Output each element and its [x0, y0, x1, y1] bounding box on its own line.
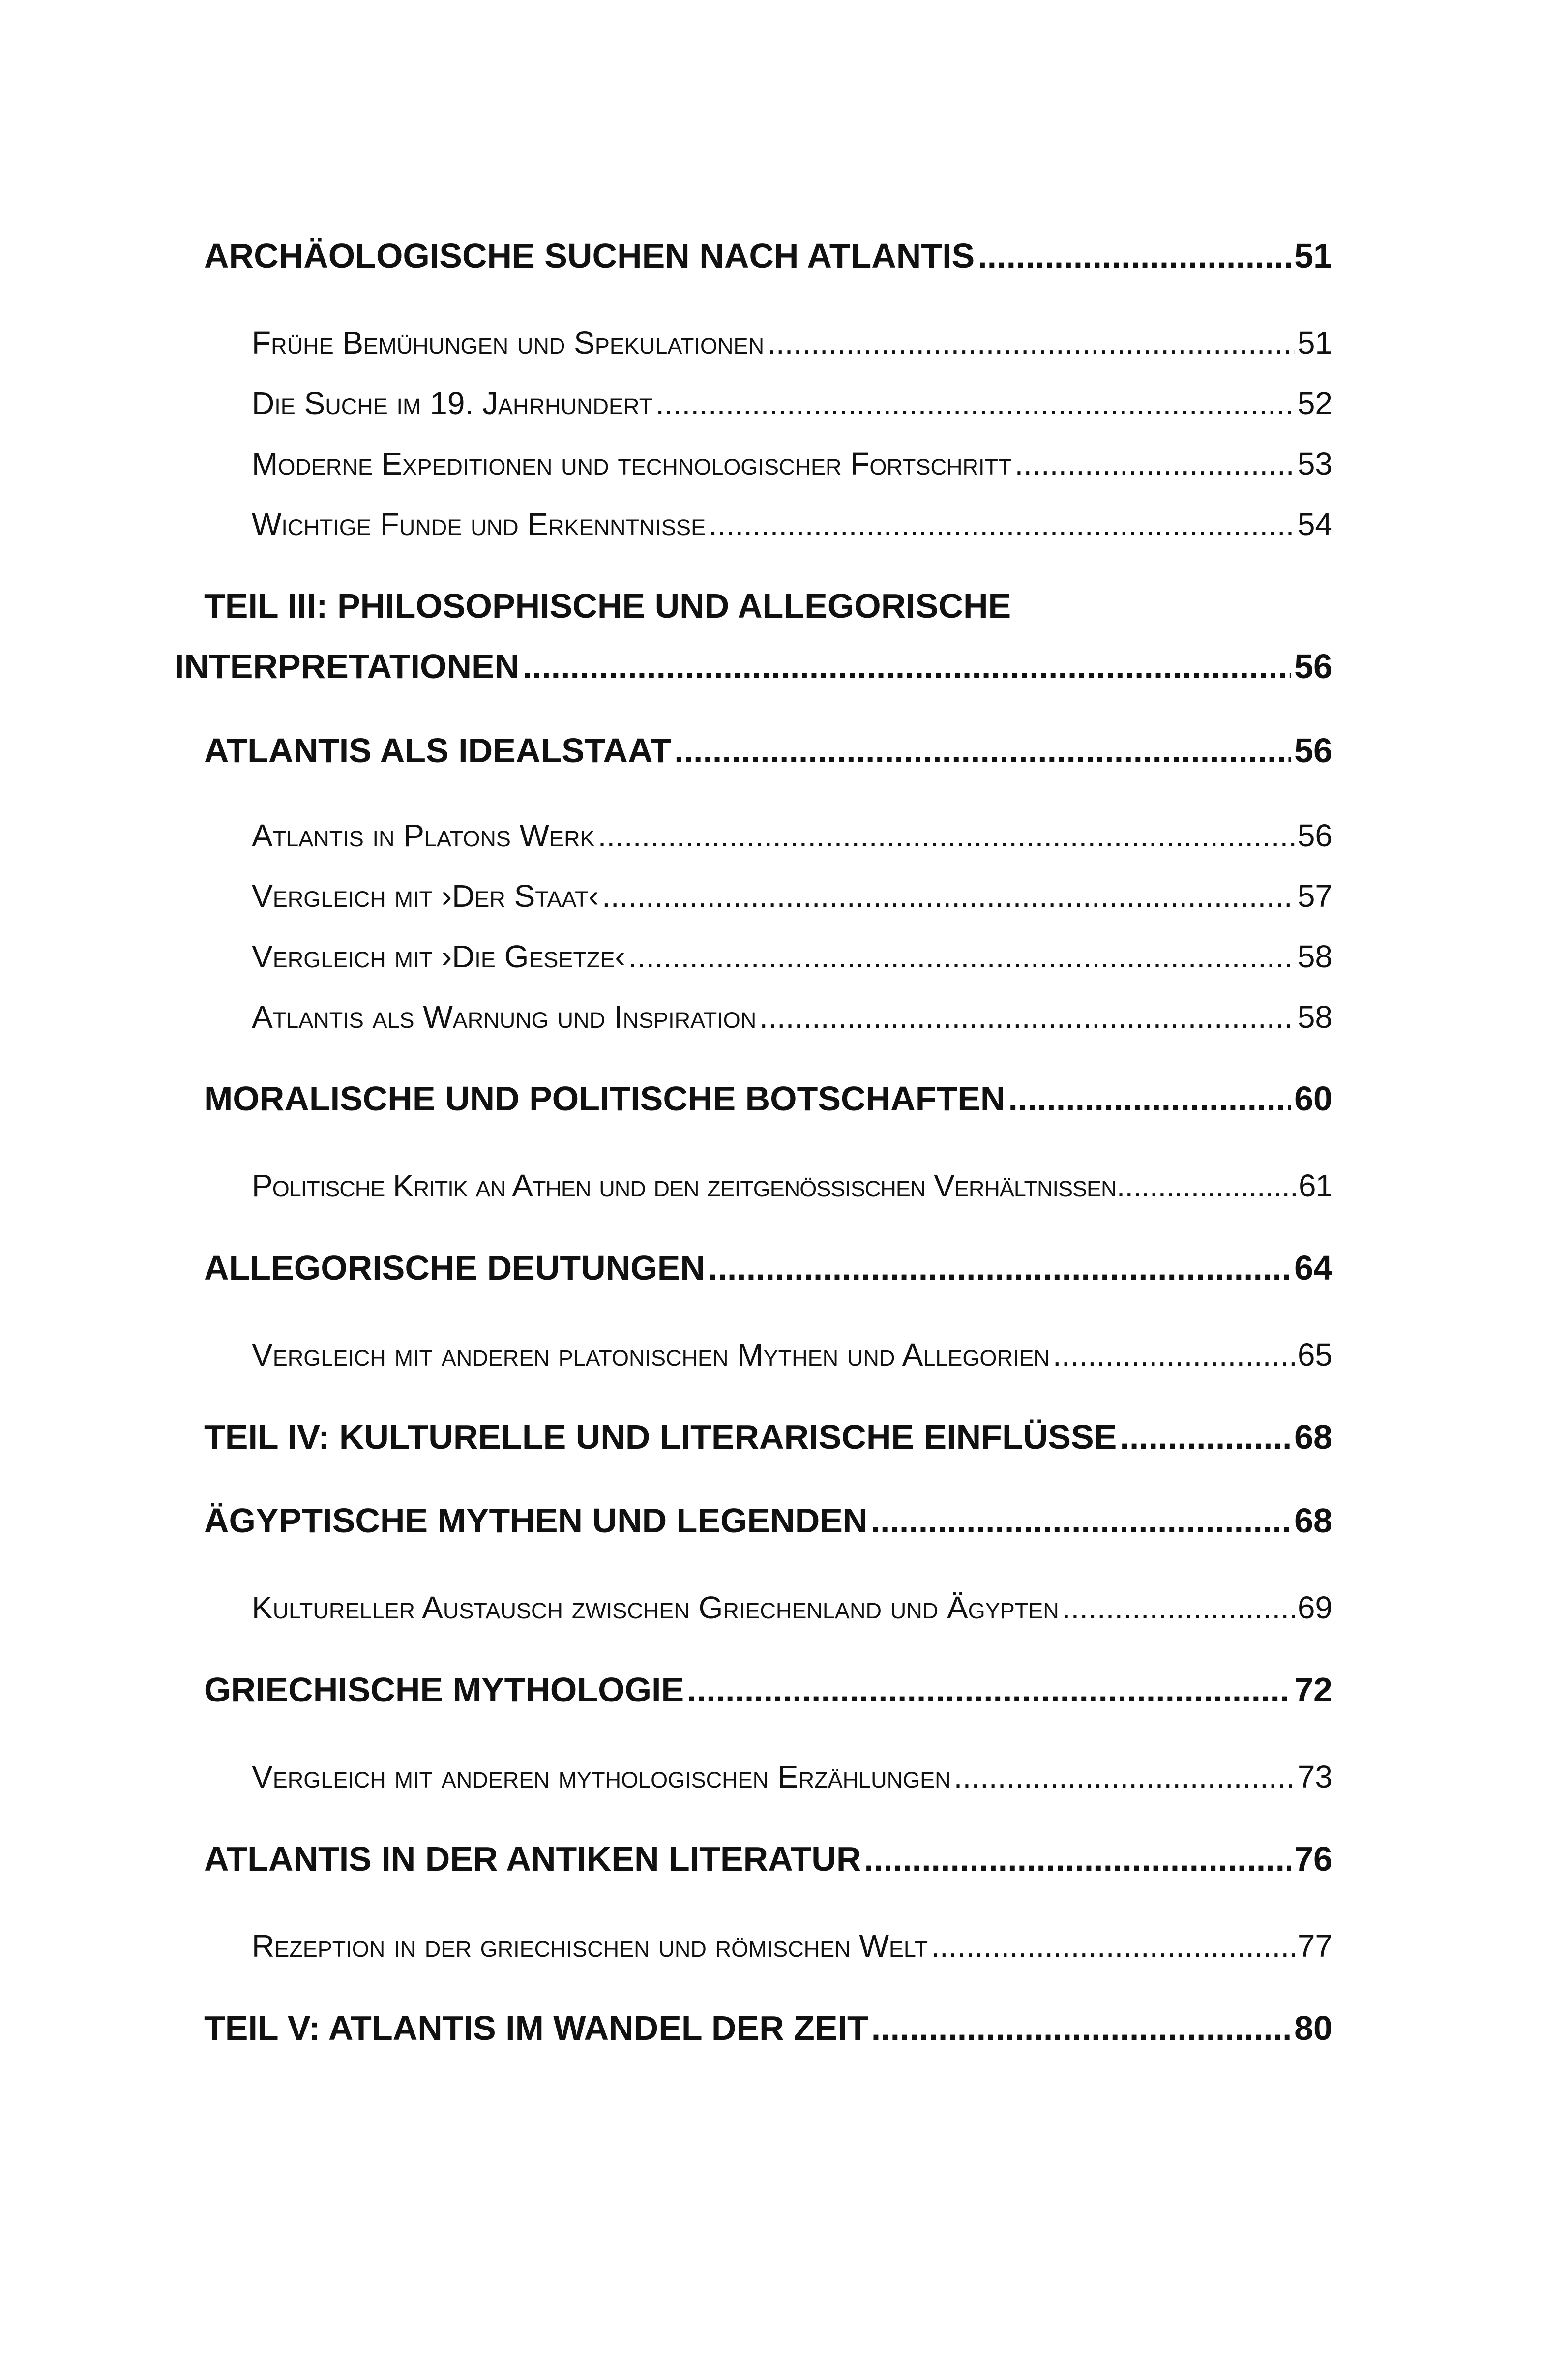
toc-entry-title: Atlantis als Warnung und Inspiration	[252, 999, 757, 1035]
toc-entry-page: 56	[1297, 818, 1332, 853]
toc-entry-page: 57	[1297, 878, 1332, 914]
toc-entry[interactable]	[204, 731, 1332, 770]
toc-entry-page: 68	[1294, 1501, 1332, 1540]
toc-entry-page: 51	[1294, 237, 1332, 275]
toc-entry[interactable]	[204, 1670, 1332, 1709]
toc-subentry[interactable]	[252, 1167, 1332, 1204]
toc-subentry[interactable]	[252, 446, 1332, 482]
dot-leader	[1120, 1417, 1291, 1457]
toc-entry-page: 73	[1297, 1759, 1332, 1794]
toc-subentry[interactable]	[252, 385, 1332, 421]
toc-subentry[interactable]	[252, 938, 1332, 975]
toc-entry-title: Vergleich mit ›Die Gesetze‹	[252, 939, 625, 974]
dot-leader	[1008, 1079, 1291, 1118]
toc-entry-title: Politische Kritik an Athen und den zeitgenössischen Verhältnissen	[252, 1168, 1117, 1203]
toc-entry[interactable]	[204, 236, 1332, 275]
toc-subentry[interactable]	[252, 817, 1332, 854]
toc-entry-page: 80	[1294, 2009, 1332, 2047]
toc-entry-page: 56	[1294, 647, 1332, 686]
toc-entry-title: MORALISCHE UND POLITISCHE BOTSCHAFTEN	[204, 1079, 1006, 1118]
toc-entry-page: 72	[1294, 1671, 1332, 1709]
toc-entry[interactable]	[204, 1501, 1332, 1540]
toc-entry[interactable]	[204, 1248, 1332, 1287]
dot-leader	[767, 325, 1295, 361]
toc-entry-title: ARCHÄOLOGISCHE SUCHEN NACH ATLANTIS	[204, 237, 975, 275]
dot-leader	[1117, 1167, 1299, 1204]
dot-leader	[598, 817, 1295, 854]
dot-leader	[687, 1670, 1291, 1709]
toc-entry-page: 77	[1297, 1928, 1332, 1964]
toc-entry-page: 64	[1294, 1249, 1332, 1287]
toc-entry-title: GRIECHISCHE MYTHOLOGIE	[204, 1671, 684, 1709]
dot-leader	[655, 385, 1295, 421]
toc-entry[interactable]	[204, 1417, 1332, 1457]
toc-entry-title: Vergleich mit anderen platonischen Mythen und Allegorien	[252, 1337, 1050, 1373]
dot-leader	[674, 731, 1291, 770]
toc-entry-title: ATLANTIS IN DER ANTIKEN LITERATUR	[204, 1840, 861, 1878]
toc-entry[interactable]	[204, 2008, 1332, 2048]
toc-entry-page: 58	[1297, 999, 1332, 1035]
toc-entry-page: 61	[1298, 1168, 1332, 1203]
toc-subentry[interactable]	[252, 1759, 1332, 1795]
toc-part-title-line1[interactable]: TEIL III: PHILOSOPHISCHE UND ALLEGORISCHE	[204, 587, 1011, 625]
dot-leader	[871, 2008, 1291, 2048]
toc-subentry[interactable]	[252, 1337, 1332, 1373]
toc-entry-title: TEIL IV: KULTURELLE UND LITERARISCHE EINFLÜSSE	[204, 1418, 1117, 1456]
dot-leader	[954, 1759, 1295, 1795]
toc-entry-title: ATLANTIS ALS IDEALSTAAT	[204, 731, 672, 770]
toc-entry[interactable]	[204, 1079, 1332, 1118]
toc-subentry[interactable]	[252, 999, 1332, 1035]
toc-entry-title: ALLEGORISCHE DEUTUNGEN	[204, 1249, 705, 1287]
toc-entry[interactable]	[204, 1839, 1332, 1879]
toc-entry-title: ÄGYPTISCHE MYTHEN UND LEGENDEN	[204, 1501, 868, 1540]
toc-entry-title: Frühe Bemühungen und Spekulationen	[252, 325, 765, 360]
dot-leader	[977, 236, 1291, 275]
toc-entry-title: Die Suche im 19. Jahrhundert	[252, 386, 653, 421]
toc-entry-title: Atlantis in Platons Werk	[252, 818, 595, 853]
toc-entry-title: TEIL V: ATLANTIS IM WANDEL DER ZEIT	[204, 2009, 868, 2047]
toc-subentry[interactable]	[252, 1928, 1332, 1964]
dot-leader	[708, 1248, 1291, 1287]
toc-entry[interactable]	[175, 647, 1332, 686]
dot-leader	[1053, 1337, 1295, 1373]
toc-entry-title: Kultureller Austausch zwischen Griechenland und Ägypten	[252, 1590, 1059, 1625]
dot-leader	[522, 647, 1291, 686]
toc-entry-page: 58	[1297, 939, 1332, 974]
toc-entry-page: 65	[1297, 1337, 1332, 1373]
toc-entry-page: 51	[1297, 325, 1332, 360]
toc-entry-title: Wichtige Funde und Erkenntnisse	[252, 507, 706, 542]
toc-subentry[interactable]	[252, 506, 1332, 542]
toc-entry-title: Rezeption in der griechischen und römischen Welt	[252, 1928, 928, 1964]
dot-leader	[1015, 446, 1295, 482]
toc-entry-page: 52	[1297, 386, 1332, 421]
toc-entry-title: Vergleich mit ›Der Staat‹	[252, 878, 599, 914]
dot-leader	[1062, 1589, 1295, 1626]
toc-subentry[interactable]	[252, 1589, 1332, 1626]
dot-leader	[628, 938, 1295, 975]
toc-entry-page: 69	[1297, 1590, 1332, 1625]
toc-entry-title: Vergleich mit anderen mythologischen Erzählungen	[252, 1759, 951, 1794]
toc-subentry[interactable]	[252, 325, 1332, 361]
dot-leader	[709, 506, 1295, 542]
dot-leader	[864, 1839, 1291, 1879]
toc-entry-page: 60	[1294, 1079, 1332, 1118]
dot-leader	[602, 878, 1295, 914]
toc-entry-page: 76	[1294, 1840, 1332, 1878]
dot-leader	[871, 1501, 1292, 1540]
toc-entry-page: 54	[1297, 507, 1332, 542]
toc-entry-title: Moderne Expeditionen und technologischer Fortschritt	[252, 446, 1012, 481]
dot-leader	[931, 1928, 1295, 1964]
dot-leader	[759, 999, 1295, 1035]
toc-entry-title: INTERPRETATIONEN	[175, 647, 520, 686]
toc-entry-page: 56	[1294, 731, 1332, 770]
toc-entry-page: 68	[1294, 1418, 1332, 1456]
toc-entry-page: 53	[1297, 446, 1332, 481]
toc-subentry[interactable]	[252, 878, 1332, 914]
